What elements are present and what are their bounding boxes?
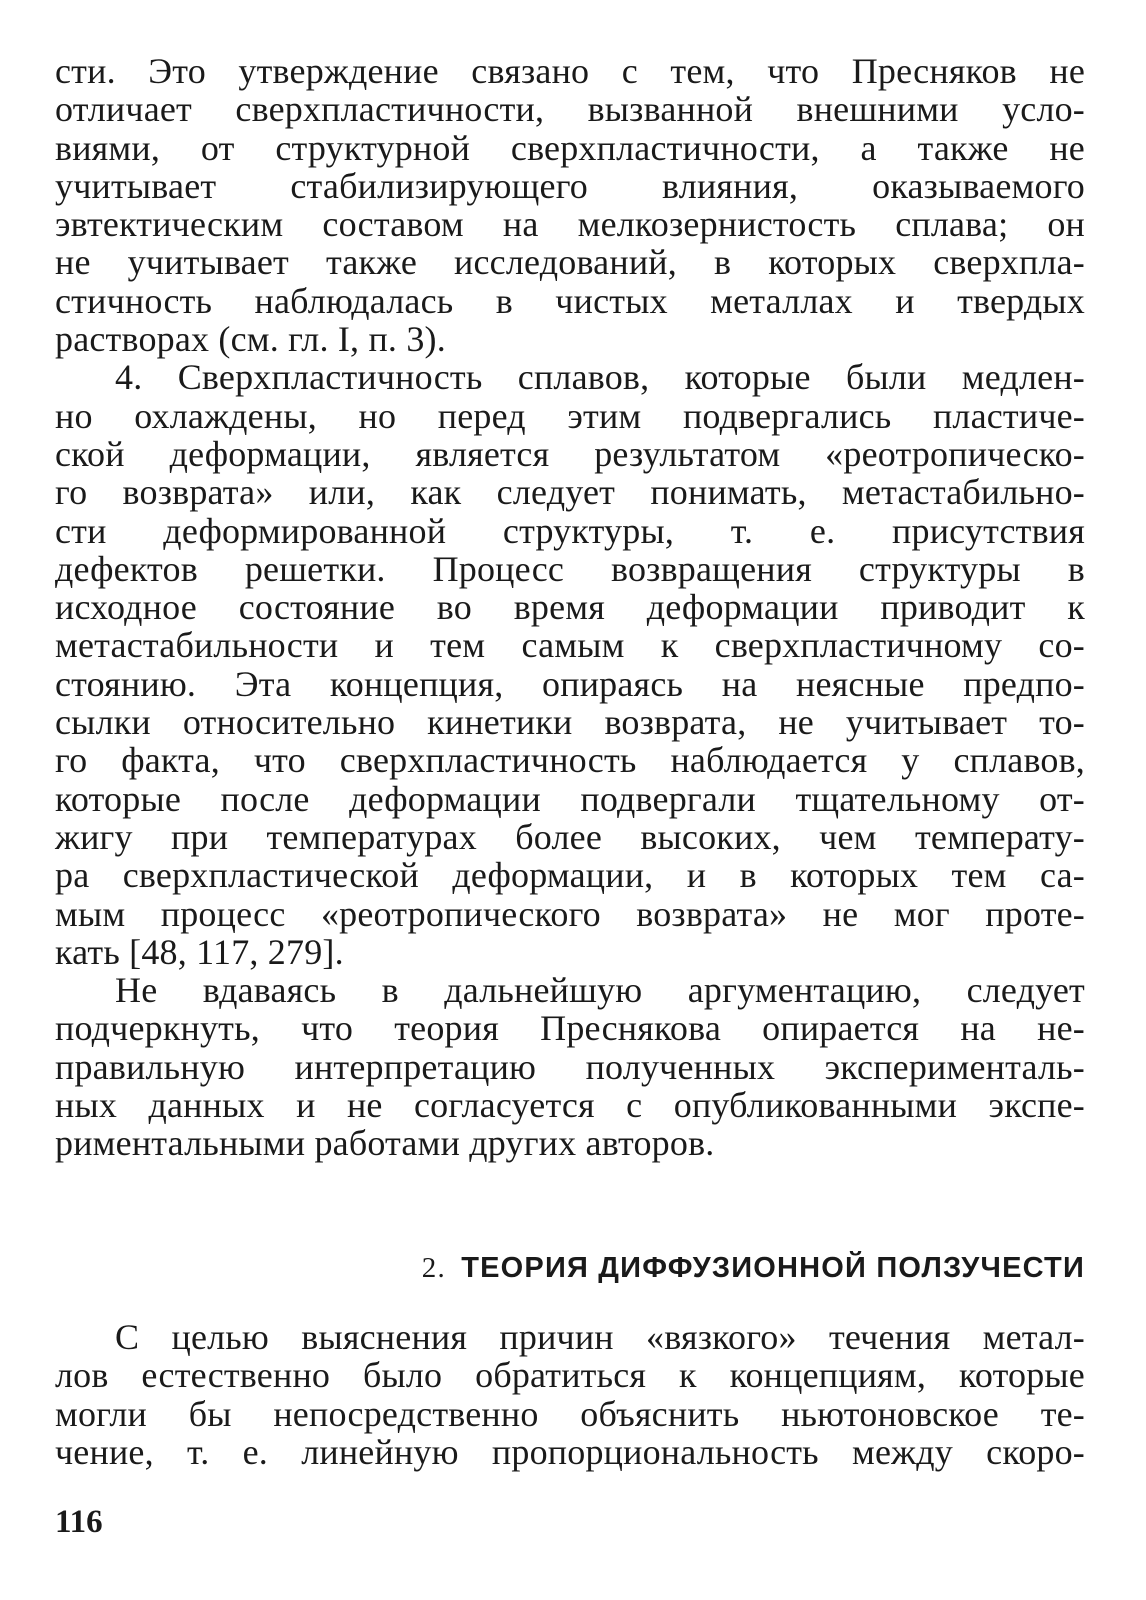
text-line: но охлаждены, но перед этим подвергались пластиче- (55, 395, 1085, 436)
text-line: правильную интерпретацию полученных эксперименталь- (55, 1046, 1085, 1087)
text-line: чение, т. е. линейную пропорциональность между скоро- (55, 1431, 1085, 1472)
section-heading (55, 1248, 1085, 1288)
text-line: стоянию. Эта концепция, опираясь на неясные предпо- (55, 663, 1085, 704)
text-line: подчеркнуть, что теория Преснякова опирается на не- (55, 1008, 1085, 1049)
main-text-block (55, 52, 1085, 1163)
text-line: учитывает стабилизирующего влияния, оказываемого (55, 165, 1085, 206)
text-line: отличает сверхпластичности, вызванной внешними усло- (55, 89, 1085, 130)
text-line: 4. Сверхпластичность сплавов, которые были медлен- (115, 357, 1085, 398)
text-line: не учитывает также исследований, в которых сверхпла- (55, 242, 1085, 283)
text-line: дефектов решетки. Процесс возвращения структуры в (55, 548, 1085, 589)
text-line: виями, от структурной сверхпластичности, а также не (55, 127, 1085, 168)
text-line: исходное состояние во время деформации приводит к (55, 587, 1085, 628)
text-line: жигу при температурах более высоких, чем температу- (55, 816, 1085, 857)
text-line: ра сверхпластической деформации, и в которых тем са- (55, 855, 1085, 896)
text-line: ской деформации, является результатом «реотропическо- (55, 433, 1085, 474)
page-number: 116 (55, 1504, 103, 1540)
text-line: которые после деформации подвергали тщательному от- (55, 778, 1085, 819)
text-line: стичность наблюдалась в чистых металлах и твердых (55, 280, 1085, 321)
text-line: сти деформированной структуры, т. е. присутствия (55, 510, 1085, 551)
text-line: риментальными работами других авторов. (55, 1123, 715, 1164)
text-line: мым процесс «реотропического возврата» не мог проте- (55, 893, 1085, 934)
text-line: Не вдаваясь в дальнейшую аргументацию, следует (115, 970, 1085, 1011)
text-line: сти. Это утверждение связано с тем, что Пресняков не (55, 51, 1085, 91)
text-line: могли бы непосредственно объяснить ньютоновское те- (55, 1393, 1085, 1434)
text-line: сылки относительно кинетики возврата, не учитывает то- (55, 702, 1085, 743)
text-line: метастабильности и тем самым к сверхпластичному со- (55, 625, 1085, 666)
text-line: го факта, что сверхпластичность наблюдается у сплавов, (55, 740, 1085, 781)
section-text-block (55, 1318, 1085, 1471)
text-line: С целью выяснения причин «вязкого» течения метал- (115, 1317, 1085, 1357)
section-title: ТЕОРИЯ ДИФФУЗИОННОЙ ПОЛЗУЧЕСТИ (461, 1252, 1085, 1284)
text-line: кать [48, 117, 279]. (55, 931, 344, 972)
text-line: го возврата» или, как следует понимать, метастабильно- (55, 472, 1085, 513)
text-line: эвтектическим составом на мелкозернистость сплава; он (55, 204, 1085, 245)
section-number: 2. (421, 1252, 446, 1284)
text-line: ных данных и не согласуется с опубликованными экспе- (55, 1085, 1085, 1126)
text-line: растворах (см. гл. I, п. 3). (55, 319, 446, 360)
text-line: лов естественно было обратиться к концепциям, которые (55, 1355, 1085, 1396)
